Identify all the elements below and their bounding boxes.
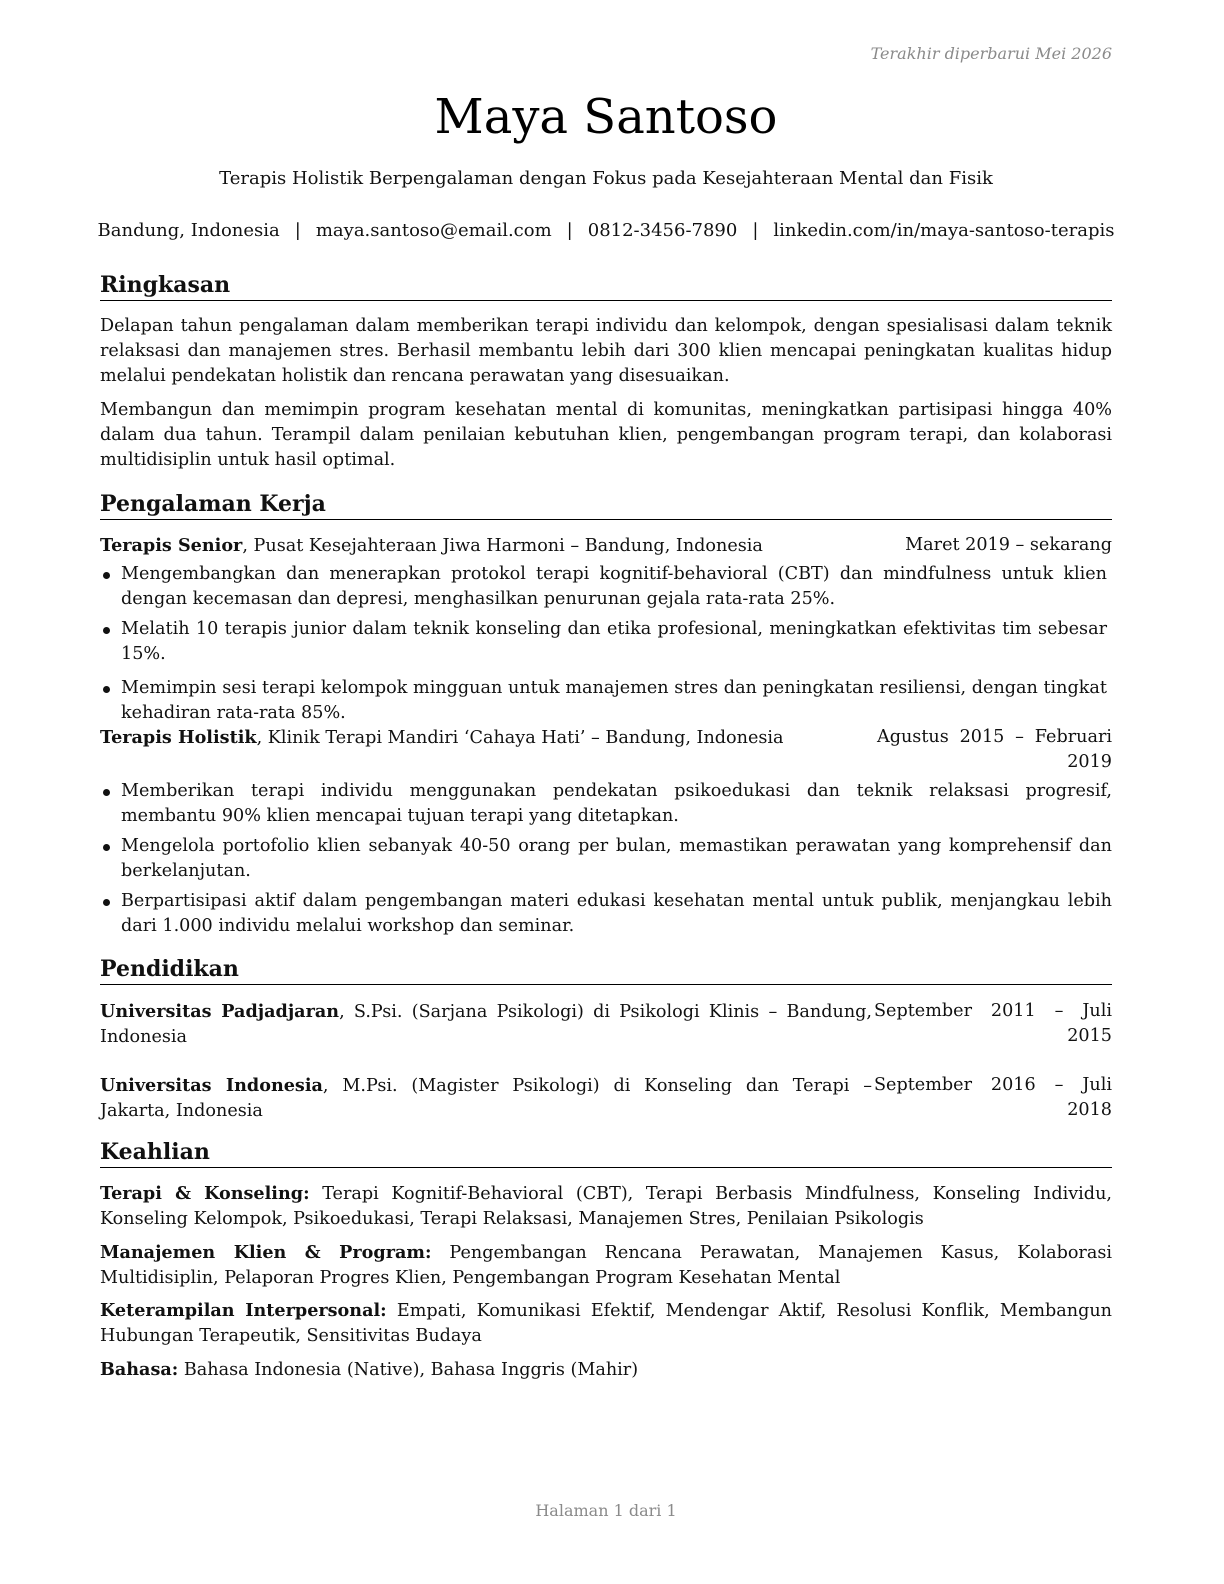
job-dates: Maret 2019 – sekarang <box>905 535 1112 555</box>
job-organization: , Klinik Terapi Mandiri ‘Cahaya Hati’ – Bandung, Indonesia <box>256 728 784 748</box>
bullet-icon <box>103 686 110 693</box>
skill-group-label: Terapi & Konseling: <box>100 1183 310 1204</box>
section-heading-education: Pendidikan <box>100 955 1112 985</box>
education-detail: , S.Psi. (Sarjana Psikologi) di Psikologi Klinis – Bandung, Indonesia <box>100 1002 873 1047</box>
education-degree <box>100 999 872 1050</box>
contact-phone: 0812-3456-7890 <box>587 220 738 241</box>
candidate-name: Maya Santoso <box>434 89 778 145</box>
bullet-icon <box>103 789 110 796</box>
education-dates: September 2011 – Juli 2015 <box>874 1001 1112 1046</box>
skill-group-label: Keterampilan Interpersonal: <box>100 1300 387 1321</box>
contact-location: Bandung, Indonesia <box>97 220 280 241</box>
bullet-icon <box>103 572 110 579</box>
skill-group-label: Bahasa: <box>100 1359 179 1380</box>
education-school: Universitas Padjadjaran <box>100 1001 340 1022</box>
job-bullets <box>100 779 1112 939</box>
skill-group-items: Bahasa Indonesia (Native), Bahasa Inggris (Mahir) <box>178 1360 639 1380</box>
last-updated: Terakhir diperbarui Mei 2026 <box>870 44 1112 63</box>
skill-group <box>100 1298 1112 1349</box>
skill-group-items: Pengembangan Rencana Perawatan, Manajemen Kasus, Kolaborasi Multidisiplin, Pelaporan Progres Klien, Pengembangan Program Kesehatan Mental <box>100 1243 1112 1288</box>
skill-group <box>100 1357 1112 1383</box>
contact-separator: | <box>566 220 573 241</box>
list-item: Mengembangkan dan menerapkan protokol terapi kognitif-behavioral (CBT) dan mindfulness untuk klien dengan kecemasan dan depresi, menghasilkan penurunan gejala rata-rata 25%. <box>100 562 1107 612</box>
bullet-icon <box>103 844 110 851</box>
job-bullets <box>100 562 1107 726</box>
candidate-tagline: Terapis Holistik Berpengalaman dengan Fokus pada Kesejahteraan Mental dan Fisik <box>219 168 993 189</box>
skill-group <box>100 1240 1112 1291</box>
contact-line <box>0 219 1212 243</box>
skill-group-items: Terapi Kognitif-Behavioral (CBT), Terapi Berbasis Mindfulness, Konseling Individu, Konseling Kelompok, Psikoedukasi, Terapi Relaksasi, Manajemen Stres, Penilaian Psikologis <box>100 1184 1112 1229</box>
summary-paragraph: Membangun dan memimpin program kesehatan mental di komunitas, meningkatkan partisipasi hingga 40% dalam dua tahun. Terampil dalam penilaian kebutuhan klien, pengembangan program terapi, dan kolaborasi multidisiplin untuk hasil optimal. <box>100 400 1112 470</box>
bullet-icon <box>103 899 110 906</box>
skill-group <box>100 1181 1112 1232</box>
contact-email[interactable]: maya.santoso@email.com <box>315 220 552 241</box>
job-title: Terapis Holistik <box>100 727 257 748</box>
list-item: Memimpin sesi terapi kelompok mingguan untuk manajemen stres dan peningkatan resiliensi, dengan tingkat kehadiran rata-rata 85%. <box>100 676 1107 726</box>
summary-paragraph: Delapan tahun pengalaman dalam memberikan terapi individu dan kelompok, dengan spesialisasi dalam teknik relaksasi dan manajemen stres. Berhasil membantu lebih dari 300 klien mencapai peningkatan kualitas hidup melalui pendekatan holistik dan rencana perawatan yang disesuaikan. <box>100 316 1112 386</box>
section-heading-experience: Pengalaman Kerja <box>100 490 1112 520</box>
skill-group-label: Manajemen Klien & Program: <box>100 1242 432 1263</box>
job-organization: , Pusat Kesejahteraan Jiwa Harmoni – Bandung, Indonesia <box>242 536 763 556</box>
education-dates: September 2016 – Juli 2018 <box>874 1075 1112 1120</box>
section-heading-skills: Keahlian <box>100 1138 1112 1168</box>
list-item: Memberikan terapi individu menggunakan pendekatan psikoedukasi dan teknik relaksasi progresif, membantu 90% klien mencapai tujuan terapi yang ditetapkan. <box>100 779 1112 829</box>
list-item: Berpartisipasi aktif dalam pengembangan materi edukasi kesehatan mental untuk publik, menjangkau lebih dari 1.000 individu melalui workshop dan seminar. <box>100 889 1112 939</box>
education-detail: , M.Psi. (Magister Psikologi) di Konseling dan Terapi – Jakarta, Indonesia <box>100 1076 872 1121</box>
job-position <box>100 725 870 751</box>
contact-separator: | <box>752 220 759 241</box>
skill-group-items: Empati, Komunikasi Efektif, Mendengar Aktif, Resolusi Konflik, Membangun Hubungan Terapeutik, Sensitivitas Budaya <box>100 1301 1113 1346</box>
job-dates: Agustus 2015 – Februari 2019 <box>877 727 1112 772</box>
list-item: Melatih 10 terapis junior dalam teknik konseling dan etika profesional, meningkatkan efektivitas tim sebesar 15%. <box>100 617 1107 667</box>
section-heading-summary: Ringkasan <box>100 271 1112 301</box>
job-position <box>100 533 870 559</box>
list-item: Mengelola portofolio klien sebanyak 40-50 orang per bulan, memastikan perawatan yang komprehensif dan berkelanjutan. <box>100 834 1112 884</box>
education-school: Universitas Indonesia <box>100 1075 323 1096</box>
page-number: Halaman 1 dari 1 <box>535 1501 677 1520</box>
contact-linkedin[interactable]: linkedin.com/in/maya-santoso-terapis <box>773 220 1115 241</box>
education-degree <box>100 1073 872 1124</box>
bullet-icon <box>103 627 110 634</box>
contact-separator: | <box>294 220 301 241</box>
job-title: Terapis Senior <box>100 535 243 556</box>
